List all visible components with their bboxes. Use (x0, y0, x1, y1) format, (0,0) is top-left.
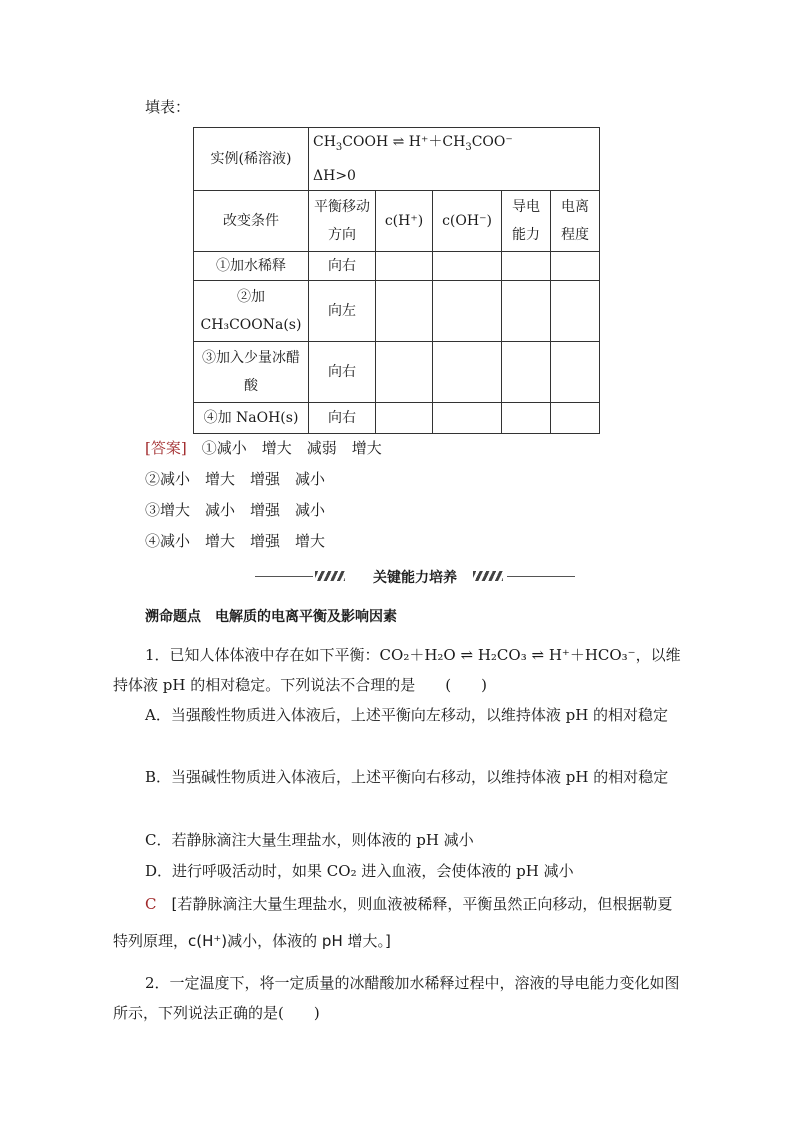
table-row (194, 280, 600, 341)
answer-line-3: ③增大 减小 增强 减小 (145, 501, 326, 519)
answer-line-2: ②减小 增大 增强 减小 (145, 470, 326, 488)
question-1-stem: 1．已知人体体液中存在如下平衡：CO₂＋H₂O ⇌ H₂CO₃ ⇌ H⁺＋HCO₃⁻，以维持体液 pH 的相对稳定。下列说法不合理的是 ( ) (113, 646, 681, 694)
section-title: 关键能力培养 (373, 570, 457, 586)
equation-line2: ΔH>0 (313, 167, 356, 184)
row-direction: 向右 (309, 402, 376, 433)
table-row (194, 341, 600, 402)
question-1-option-c: C．若静脉滴注大量生理盐水，则体液的 pH 减小 (145, 831, 474, 849)
row-condition: ②加 CH₃COONa(s) (194, 280, 309, 341)
question-1-option-d: D．进行呼吸活动时，如果 CO₂ 进入血液，会使体液的 pH 减小 (145, 862, 574, 880)
header-cOH: c(OH⁻) (433, 190, 502, 251)
divider-hatch-right (473, 571, 503, 581)
answer-line-1: [答案] ①减小 增大 减弱 增大 (145, 439, 382, 457)
example-label-cell: 实例(稀溶液) (194, 128, 309, 191)
row-direction: 向右 (309, 251, 376, 280)
table-row (194, 251, 600, 280)
equation-line1: $CH_3COOH$ ⇌ $H^++CH_3COO^-$ (313, 134, 513, 153)
header-conductivity: 导电能力 (502, 190, 551, 251)
row-condition: ④加 NaOH(s) (194, 402, 309, 433)
question-1-option-a: A．当强酸性物质进入体液后，上述平衡向左移动，以维持体液 pH 的相对稳定 (145, 706, 669, 724)
header-direction: 平衡移动方向 (309, 190, 376, 251)
divider-line-right (507, 576, 575, 577)
divider-hatch-left (315, 571, 345, 581)
question-1-option-b: B．当强碱性物质进入体液后，上述平衡向右移动，以维持体液 pH 的相对稳定 (145, 768, 669, 786)
header-degree: 电离程度 (551, 190, 600, 251)
answer-tag: [答案] (145, 439, 187, 457)
row-condition: ③加入少量冰醋酸 (194, 341, 309, 402)
section-divider (255, 567, 575, 587)
ionization-equilibrium-table (193, 127, 600, 434)
answer-line-4: ④减小 增大 增强 增大 (145, 532, 326, 550)
table-row (194, 402, 600, 433)
divider-line-left (255, 576, 313, 577)
solution-text: [若静脉滴注大量生理盐水，则血液被稀释，平衡虽然正向移动，但根据勒夏特列原理，c(H⁺)减小，体液的 pH 增大。] (113, 895, 673, 950)
equation-cell (309, 128, 600, 191)
question-2-stem: 2．一定温度下，将一定质量的冰醋酸加水稀释过程中，溶液的导电能力变化如图所示，下列说法正确的是( ) (113, 974, 680, 1022)
answer-letter: C (145, 895, 157, 913)
row-condition: ①加水稀释 (194, 251, 309, 280)
question-1-solution (113, 886, 685, 960)
fill-table-label: 填表： (145, 98, 191, 116)
header-cH: c(H⁺) (376, 190, 433, 251)
subheading: 溯命题点 电解质的电离平衡及影响因素 (145, 609, 397, 625)
header-condition: 改变条件 (194, 190, 309, 251)
row-direction: 向右 (309, 341, 376, 402)
row-direction: 向左 (309, 280, 376, 341)
